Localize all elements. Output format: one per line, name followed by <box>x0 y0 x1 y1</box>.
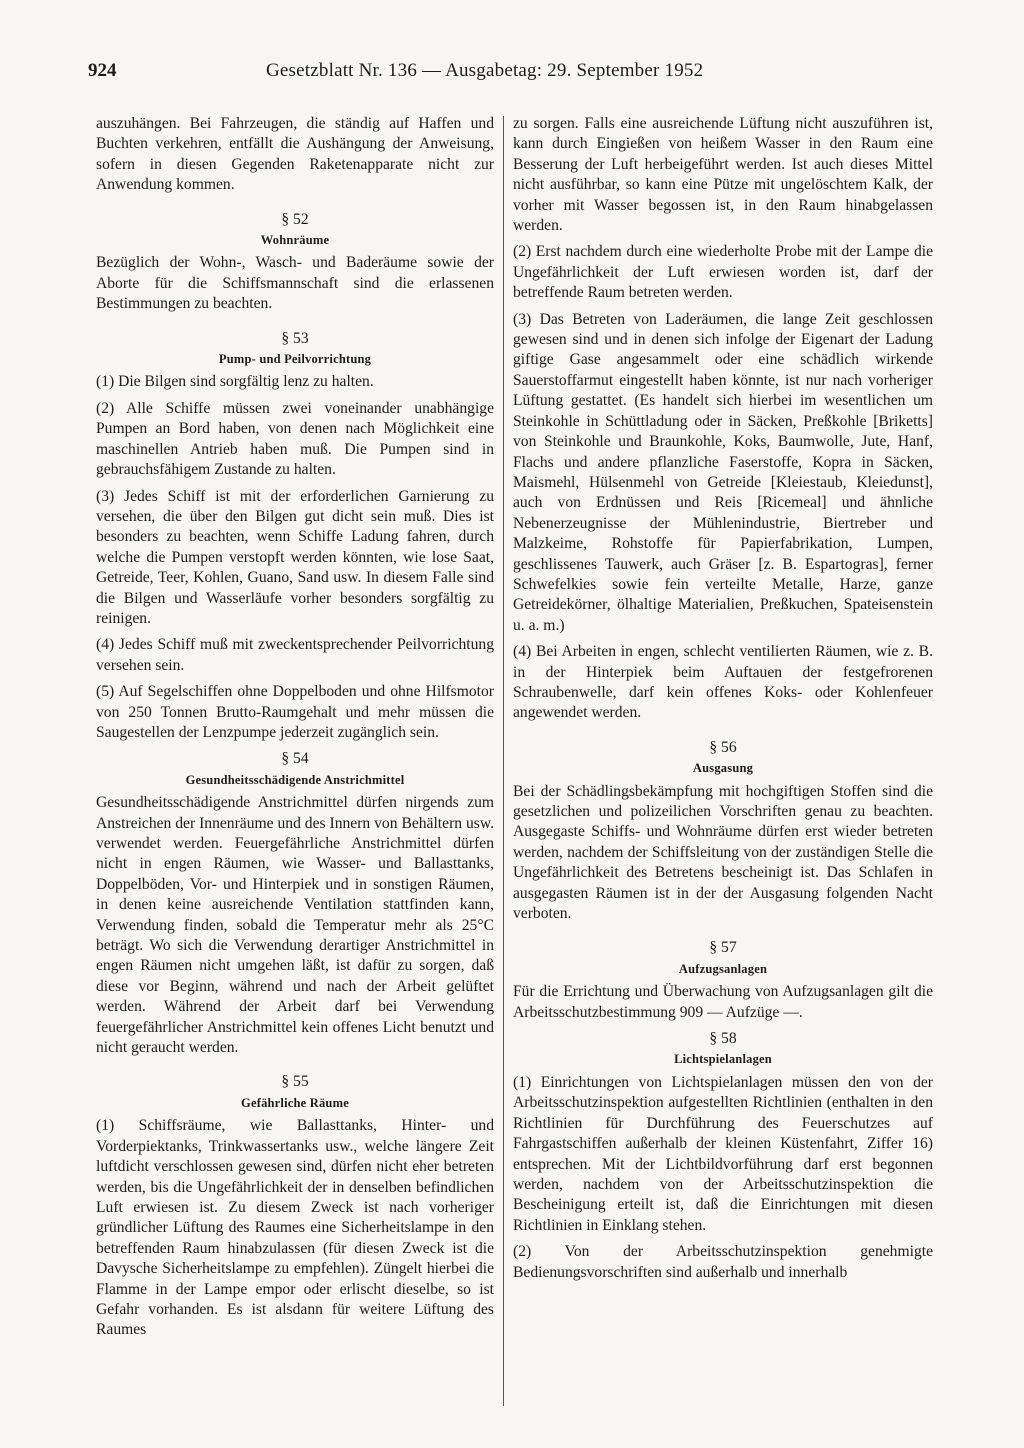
section-57-number: § 57 <box>709 939 737 957</box>
section-52-number: § 52 <box>281 210 309 228</box>
section-53-paragraph-5: (5) Auf Segelschiffen ohne Doppelboden und ohne Hilfsmotor von 250 Tonnen Brutto-Raumgehalt und mehr müssen die Saugestellen der Lenzpumpe jederzeit zugänglich sein. <box>96 683 494 741</box>
page-header <box>88 60 936 88</box>
section-56-title: Ausgasung <box>692 761 754 776</box>
left-column <box>96 114 494 1347</box>
section-55-title: Gefährliche Räume <box>241 1095 349 1110</box>
section-52-paragraph: Bezüglich der Wohn-, Wasch- und Baderäume sowie der Aborte für die Schiffsmannschaft sind die erlassenen Bestimmungen zu beachten. <box>96 254 494 313</box>
section-55-paragraph-2: (2) Erst nachdem durch eine wiederholte Probe mit der Lampe die Ungefährlichkeit der Luft erwiesen worden ist, darf der betreffende Raum betreten werden. <box>513 243 933 302</box>
running-title: Gesetzblatt Nr. 136 — Ausgabetag: 29. September 1952 <box>266 60 704 81</box>
page-number: 924 <box>88 60 117 81</box>
section-58-title: Lichtspielanlagen <box>674 1052 772 1067</box>
section-58-paragraph-2: (2) Von der Arbeitsschutzinspektion genehmigte Bedienungsvorschriften sind außerhalb und innerhalb <box>513 1243 933 1281</box>
section-55-paragraph-3: (3) Das Betreten von Laderäumen, die lange Zeit geschlossen gewesen sind und in denen sich infolge der Eigenart der Ladung giftige Gase angesammelt oder eine schädlich wirkende Sauerstoffarmut eingestellt haben könnte, ist nur nach vorheriger Lüftung gestattet. (Es handelt sich hierbei im wesentlichen um Steinkohle in Schüttladung oder in Säcken, Preßkohle [Briketts] von Steinkohle und Braunkohle, Koks, Baumwolle, Jute, Hanf, Flachs und andere pflanzliche Faserstoffe, Kopra in Säcken, Maismehl, Hülsenmehl von Getreide [Kleiestaub, Kleiedunst], auch von Erdnüssen und Reis [Ricemeal] und ähnliche Nebenerzeugnisse der Mühlenindustrie, Biertreber und Malzkeime, Rohstoffe für Papierfabrikation, Lumpen, geschlissenes Tauwerk, auch Gräser [z. B. Espartogras], ferner Schwefelkies sowie fein verteilte Metalle, Harze, ganze Getreidekörner, ölhaltige Materialien, Preßkuchen, Spateisenstein u. a. m.) <box>513 310 933 634</box>
section-53-paragraph-3: (3) Jedes Schiff ist mit der erforderlichen Garnierung zu versehen, die über den Bilgen gut dicht sein muß. Dies ist besonders zu beachten, wenn Schiffe Ladung fahren, durch welche die Pumpen verstopft werden könnten, wie lose Saat, Getreide, Teer, Kohlen, Guano, Sand usw. In diesem Falle sind die Bilgen und Wasserläufe vorher besonders sorgfältig zu reinigen. <box>96 487 494 627</box>
section-54-title: Gesundheitsschädigende Anstrichmittel <box>185 772 405 787</box>
section-58-paragraph-1: (1) Einrichtungen von Lichtspielanlagen müssen den von der Arbeitsschutzinspektion aufgestellten Richtlinien (enthalten in den Richtlinien für Durchführung des Feuerschutzes auf Fahrgastschiffen außerhalb der kleinen Küstenfahrt, Ziffer 16) entsprechen. Mit der Lichtbildvorführung darf erst begonnen werden, nachdem von der Arbeitsschutzinspektion die Bescheinigung erteilt ist, daß die Einrichtungen mit diesen Richtlinien in Einklang stehen. <box>513 1073 933 1234</box>
section-55-paragraph-4: (4) Bei Arbeiten in engen, schlecht ventilierten Räumen, wie z. B. in der Hinterpiek beim Auftauen der festgefrorenen Schraubenwelle, darf kein offenes Koks- oder Kohlenfeuer angewendet werden. <box>513 643 933 722</box>
section-55-paragraph-1: (1) Schiffsräume, wie Ballasttanks, Hinter- und Vorderpiektanks, Trinkwassertanks usw., welche längere Zeit luftdicht verschlossen gewesen sind, dürfen nicht eher betreten werden, bis die Ungefährlichkeit der in denselben befindlichen Luft erwiesen ist. Zu diesem Zweck ist nach vorheriger gründlicher Lüftung des Raumes eine Sicherheitslampe in den betreffenden Raum hinabzulassen (für diesen Zweck ist die Davysche Sicherheitslampe zu empfehlen). Züngelt hierbei die Flamme in der Lampe empor oder erlischt dieselbe, so ist Gefahr vorhanden. Es ist alsdann für weitere Lüftung des Raumes <box>96 1117 494 1339</box>
section-57-paragraph: Für die Errichtung und Überwachung von Aufzugsanlagen gilt die Arbeitsschutzbestimmung 909 — Aufzüge —. <box>513 983 933 1021</box>
paragraph-continuation: auszuhängen. Bei Fahrzeugen, die ständig auf Haffen und Buchten verkehren, entfällt die Aushängung der Anweisung, sofern in diesen Gegenden Raketenapparate nicht zur Anwendung kommen. <box>96 115 494 194</box>
right-column <box>513 114 933 1289</box>
section-55-number: § 55 <box>281 1073 309 1091</box>
section-56-paragraph: Bei der Schädlingsbekämpfung mit hochgiftigen Stoffen sind die gesetzlichen und polizeilichen Vorschriften genau zu beachten. Ausgegaste Schiffs- und Wohnräume dürfen erst wieder betreten werden, nachdem der Schiffsleitung von der zuständigen Stelle die Ungefährlichkeit des Betretens bescheinigt ist. Das Schlafen in ausgegasten Räumen ist in der der Ausgasung folgenden Nacht verboten. <box>513 782 933 923</box>
section-53-paragraph-4: (4) Jedes Schiff muß mit zweckentsprechender Peilvorrichtung versehen sein. <box>96 636 494 674</box>
section-54-paragraph: Gesundheitsschädigende Anstrichmittel dürfen nirgends zum Anstreichen der Innenräume und des Innern von Behältern usw. verwendet werden. Feuergefährliche Anstrichmittel dürfen nicht in engen Räumen, wie Wasser- und Ballasttanks, Doppelböden, Vor- und Hinterpiek und in sonstigen Räumen, in denen keine ausreichende Ventilation stattfinden kann, Verwendung finden, sobald die Temperatur mehr als 25°C beträgt. Wo sich die Verwendung derartiger Anstrichmittel in engen Räumen nicht umgehen läßt, ist dafür zu sorgen, daß diese vor Beginn, während und nach der Arbeit gelüftet werden. Während der Arbeit darf bei Verwendung feuergefährlicher Anstrichmittel kein offenes Licht benutzt und nicht geraucht werden. <box>96 794 494 1057</box>
section-54-number: § 54 <box>281 750 309 768</box>
section-58-number: § 58 <box>709 1030 737 1048</box>
paragraph-continuation: zu sorgen. Falls eine ausreichende Lüftung nicht auszuführen ist, kann durch Eingießen von heißem Wasser in den Raum eine Besserung der Luft herbeigeführt werden. Ist auch dieses Mittel nicht ausführbar, so kann eine Pütze mit ungelöschtem Kalk, der vorher mit Wasser begossen ist, in den Raum hinabgelassen werden. <box>513 115 933 235</box>
section-52-title: Wohnräume <box>260 233 330 248</box>
section-56-number: § 56 <box>709 738 737 756</box>
section-53-paragraph-2: (2) Alle Schiffe müssen zwei voneinander unabhängige Pumpen an Bord haben, von denen nach Möglichkeit eine maschinellen Antrieb haben muß. Die Pumpen sind in gebrauchsfähigem Zustande zu halten. <box>96 399 494 479</box>
section-53-title: Pump- und Peilvorrichtung <box>218 352 372 367</box>
column-divider <box>503 116 504 1406</box>
section-53-paragraph-1: (1) Die Bilgen sind sorgfältig lenz zu halten. <box>96 373 374 391</box>
section-57-title: Aufzugsanlagen <box>678 961 768 976</box>
section-53-number: § 53 <box>281 329 309 347</box>
